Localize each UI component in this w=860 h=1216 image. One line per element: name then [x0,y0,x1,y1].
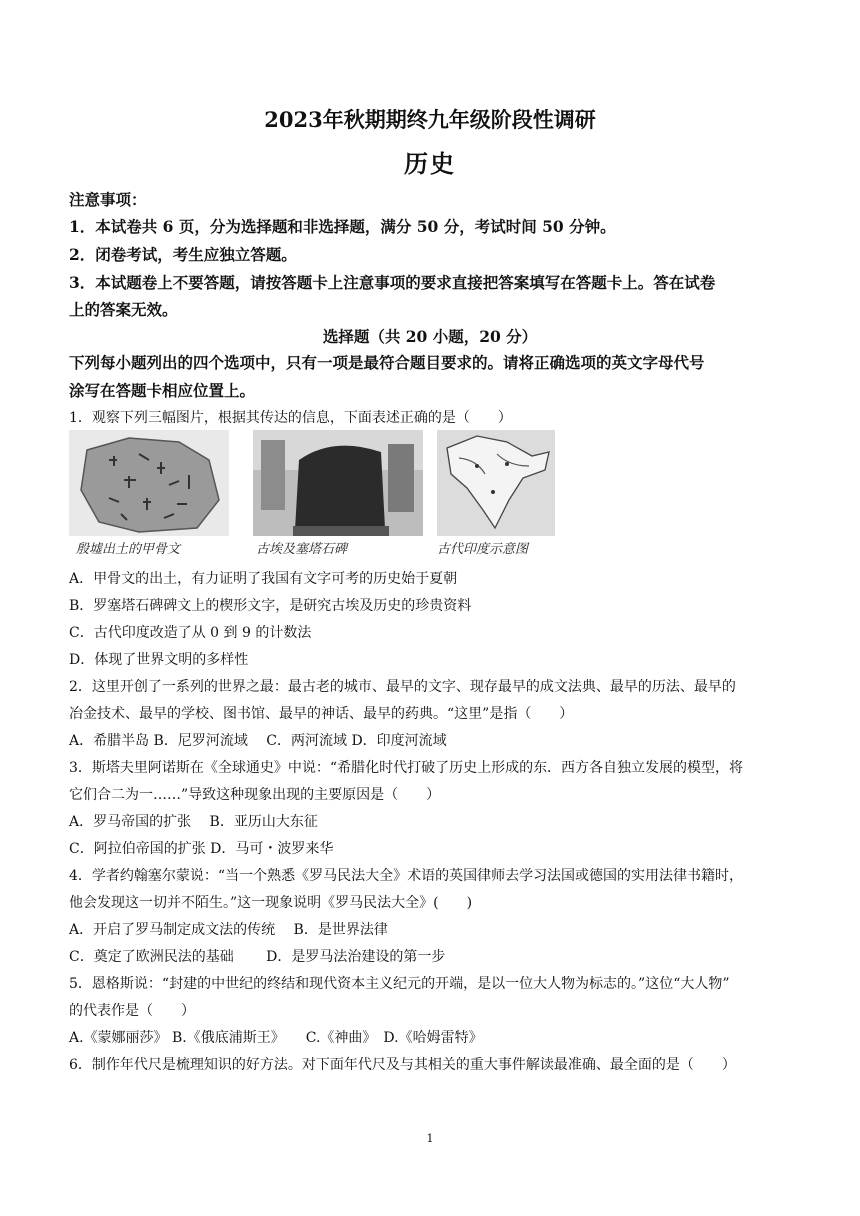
q5-options: A.《蒙娜丽莎》 B.《俄底浦斯王》 C.《神曲》 D.《哈姆雷特》 [69,1030,483,1046]
q2-options: A．希腊半岛 B．尼罗河流域 C．两河流域 D．印度河流域 [69,733,447,749]
notes-item-3-line-2: 上的答案无效。 [69,300,178,319]
q2-stem-line-2: 冶金技术、最早的学校、图书馆、最早的神话、最早的药典。“这里”是指（ ） [69,706,574,722]
ancient-india-map-caption: 古代印度示意图 [437,542,529,557]
q4-stem-line-1: 4．学者约翰塞尔蒙说：“当一个熟悉《罗马民法大全》术语的英国律师去学习法国或德国的实用法律书籍时， [69,868,744,884]
subject-title: 历史 [404,149,456,178]
q3-stem-line-2: 它们合二为一……”导致这种现象出现的主要原因是（ ） [69,787,441,803]
notes-item-2: 2．闭卷考试，考生应独立答题。 [69,245,297,264]
notes-heading: 注意事项： [69,190,147,209]
section-instruction-line-2: 涂写在答题卡相应位置上。 [69,381,256,400]
q3-stem-line-1: 3．斯塔夫里阿诺斯在《全球通史》中说：“希腊化时代打破了历史上形成的东．西方各自独立发展的模型，将 [69,760,744,776]
q1-option-c: C．古代印度改造了从 0 到 9 的计数法 [69,625,312,641]
q5-stem-line-2: 的代表作是（ ） [69,1003,195,1019]
q4-options-cd: C．奠定了欧洲民法的基础 D．是罗马法治建设的第一步 [69,949,446,965]
q3-options-ab: A．罗马帝国的扩张 B．亚历山大东征 [69,814,318,830]
q3-options-cd: C．阿拉伯帝国的扩张 D．马可・波罗来华 [69,841,334,857]
q1-option-b: B．罗塞塔石碑碑文上的楔形文字，是研究古埃及历史的珍贵资料 [69,598,472,614]
q5-stem-line-1: 5．恩格斯说：“封建的中世纪的终结和现代资本主义纪元的开端，是以一位大人物为标志的。”这位“大人物” [69,976,730,992]
q1-option-a: A．甲骨文的出土，有力证明了我国有文字可考的历史始于夏朝 [69,571,458,587]
q1-option-d: D．体现了世界文明的多样性 [69,652,249,668]
question-1-stem: 1．观察下列三幅图片，根据其传达的信息，下面表述正确的是（ ） [69,410,512,426]
q6-stem-line-1: 6．制作年代尺是梳理知识的好方法。对下面年代尺及与其相关的重大事件解读最准确、最全面的是（ ） [69,1057,736,1073]
section-instruction-line-1: 下列每小题列出的四个选项中，只有一项是最符合题目要求的。请将正确选项的英文字母代号 [69,353,705,372]
notes-item-1: 1．本试卷共 6 页，分为选择题和非选择题，满分 50 分，考试时间 50 分钟。 [69,217,616,236]
q4-options-ab: A．开启了罗马制定成文法的传统 B．是世界法律 [69,922,388,938]
q2-stem-line-1: 2．这里开创了一系列的世界之最：最古老的城市、最早的文字、现存最早的成文法典、最早的历法、最早的 [69,679,736,695]
notes-item-3-line-1: 3．本试题卷上不要答题，请按答题卡上注意事项的要求直接把答案填写在答题卡上。答在试卷 [69,273,716,292]
section-title: 选择题（共 20 小题，20 分） [322,327,538,346]
page-number: 1 [426,1132,434,1145]
oracle-bone-caption: 殷墟出土的甲骨文 [76,542,181,557]
exam-title: 2023年秋期期终九年级阶段性调研 [264,107,596,132]
q4-stem-line-2: 他会发现这一切并不陌生。”这一现象说明《罗马民法大全》( ) [69,895,473,911]
rosetta-stone-caption: 古埃及塞塔石碑 [256,542,348,557]
